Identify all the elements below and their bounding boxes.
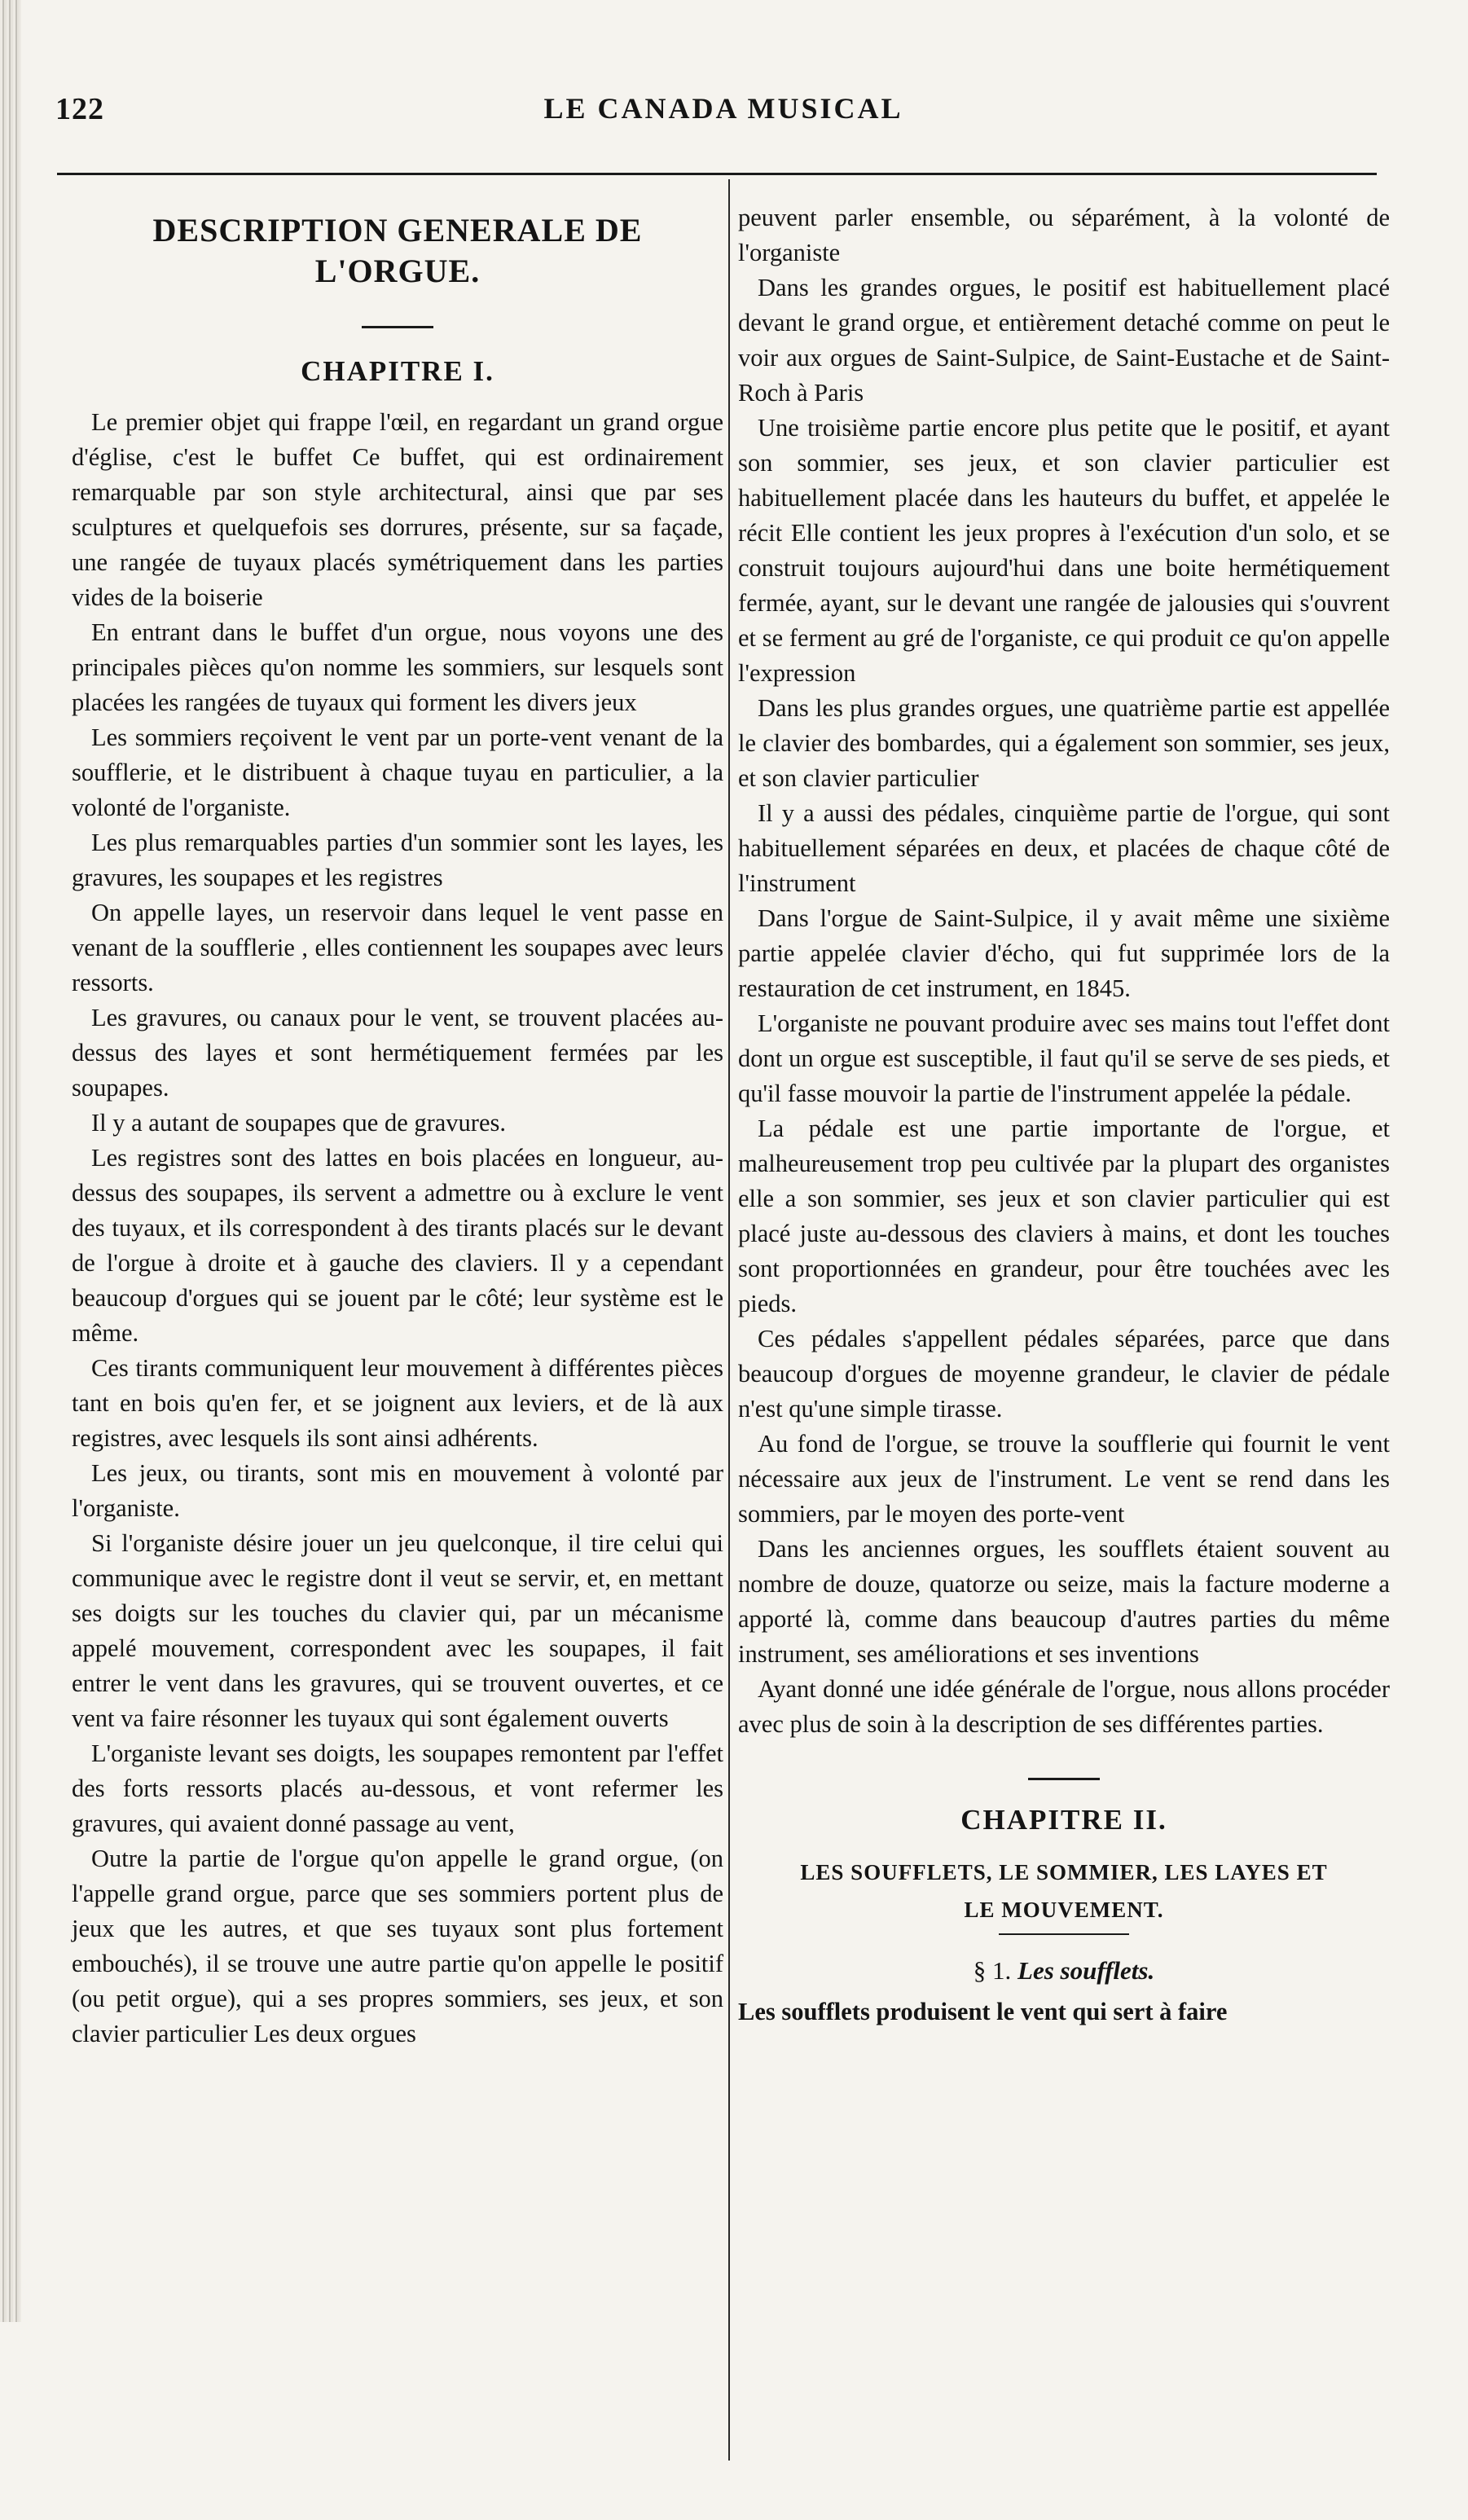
section-number: § 1. — [973, 1956, 1012, 1985]
paragraph: Si l'organiste désire jouer un jeu quelconque, il tire celui qui communique avec le registre dont il veut se servir, et, en mettant ses doigts sur les touches du clavier qui, par un mécanisme appelé mouvement, correspondent avec les soupapes, il fait entrer le vent dans les gravures, qui se trouvent ouvertes, et ce vent va faire résonner les tuyaux qui sont également ouverts — [72, 1529, 723, 1732]
paragraph: L'organiste ne pouvant produire avec ses mains tout l'effet dont dont un orgue est susceptible, il faut qu'il se serve de ses pieds, et qu'il fasse mouvoir la partie de l'instrument appelée la pédale. — [738, 1009, 1390, 1107]
paragraph: Ces pédales s'appellent pédales séparées, parce que dans beaucoup d'orgues de moyenne grandeur, le clavier de pédale n'est qu'une simple tirasse. — [738, 1325, 1390, 1423]
paragraph: En entrant dans le buffet d'un orgue, nous voyons une des principales pièces qu'on nomme les sommiers, sur lesquels sont placées les rangées de tuyaux qui forment les divers jeux — [72, 618, 723, 716]
paragraph: Dans l'orgue de Saint-Sulpice, il y avait même une sixième partie appelée clavier d'écho, qui fut supprimée lors de la restauration de cet instrument, en 1845. — [738, 904, 1390, 1002]
paragraph: Les plus remarquables parties d'un sommier sont les layes, les gravures, les soupapes et les registres — [72, 829, 723, 891]
paragraph: Une troisième partie encore plus petite que le positif, et ayant son sommier, ses jeux, et son clavier particulier est habituellement placée dans les hauteurs du buffet, et appelée le récit Elle contient les jeux propres à l'exécution d'un solo, et se construit toujours aujourd'hui dans une boite hermétiquement fermée, ayant, sur le devant une rangée de jalousies qui s'ouvrent et se ferment au gré de l'organiste, ce qui produit ce qu'on appelle l'expression — [738, 414, 1390, 687]
title-rule — [362, 326, 433, 328]
paragraph: Les sommiers reçoivent le vent par un porte-vent venant de la soufflerie, et le distribuent à chaque tuyau en particulier, a la volonté de l'organiste. — [72, 723, 723, 821]
page-number: 122 — [55, 92, 104, 126]
chapter-2-subtitle: LE MOUVEMENT. — [964, 1898, 1164, 1922]
paragraph: On appelle layes, un reservoir dans lequel le vent passe en venant de la soufflerie , elles contiennent les soupapes avec leurs ressorts. — [72, 899, 723, 996]
paragraph: Les soufflets produisent le vent qui sert à faire — [738, 1998, 1228, 2025]
section-heading — [738, 1953, 1390, 1988]
paragraph: Les registres sont des lattes en bois placées en longueur, au-dessus des soupapes, ils servent a admettre ou à exclure le vent des tuyaux, et ils correspondent à des tirants placés sur le devant de l'orgue à droite et à gauche des claviers. Il y a cependant beaucoup d'orgues qui se jouent par le côté; leur système est le même. — [72, 1144, 723, 1347]
section-title: Les soufflets. — [1017, 1956, 1155, 1985]
article-title: DESCRIPTION GENERALE DE L'ORGUE. — [152, 212, 643, 289]
chapter-1-heading: CHAPITRE I. — [301, 355, 494, 387]
paragraph: Les jeux, ou tirants, sont mis en mouvement à volonté par l'organiste. — [72, 1459, 723, 1522]
paragraph: Au fond de l'orgue, se trouve la soufflerie qui fournit le vent nécessaire aux jeux de l'instrument. Le vent se rend dans les sommiers, par le moyen des porte-vent — [738, 1430, 1390, 1528]
chapter-2-heading: CHAPITRE II. — [960, 1804, 1167, 1836]
paragraph: Le premier objet qui frappe l'œil, en regardant un grand orgue d'église, c'est le buffet Ce buffet, qui est ordinairement remarquable par son style architectural, ainsi que par ses sculptures et quelquefois ses dorrures, présente, sur sa façade, une rangée de tuyaux placés symétriquement dans les parties vides de la boiserie — [72, 408, 723, 611]
paragraph: Dans les anciennes orgues, les soufflets étaient souvent au nombre de douze, quatorze ou seize, mais la facture moderne a apporté là, comme dans beaucoup d'autres parties du même instrument, ses améliorations et ses inventions — [738, 1535, 1390, 1668]
paragraph: Ces tirants communiquent leur mouvement à différentes pièces tant en bois qu'en fer, et se joignent aux leviers, et de là aux registres, avec lesquels ils sont ainsi adhérents. — [72, 1354, 723, 1452]
paragraph: La pédale est une partie importante de l'orgue, et malheureusement trop peu cultivée par la plupart des organistes elle a son sommier, ses jeux et son clavier particulier qui est placé juste au-dessous des claviers à mains, et dont les touches sont proportionnées en grandeur, pour être touchées avec les pieds. — [738, 1115, 1390, 1317]
paragraph: peuvent parler ensemble, ou séparément, à la volonté de l'organiste — [738, 204, 1390, 266]
running-title: LE CANADA MUSICAL — [543, 92, 903, 125]
page-binding-edge — [0, 0, 21, 2322]
left-column — [72, 200, 723, 2052]
paragraph: Il y a autant de soupapes que de gravures. — [91, 1109, 506, 1137]
paragraph: Les gravures, ou canaux pour le vent, se trouvent placées au-dessus des layes et sont hermétiquement fermées par les soupapes. — [72, 1004, 723, 1102]
paragraph: Outre la partie de l'orgue qu'on appelle le grand orgue, (on l'appelle grand orgue, parce que ses sommiers portent plus de jeux que les autres, et que ses tuyaux sont plus fortement embouchés), il se trouve une autre partie qu'on appelle le positif (ou petit orgue), qui a ses propres sommiers, ses jeux, et son clavier particulier Les deux orgues — [72, 1845, 723, 2047]
paragraph: Il y a aussi des pédales, cinquième partie de l'orgue, qui sont habituellement séparées en deux, et placées de chaque côté de l'instrument — [738, 799, 1390, 897]
paragraph: Ayant donné une idée générale de l'orgue, nous allons procéder avec plus de soin à la description de ses différentes parties. — [738, 1675, 1390, 1738]
paragraph: Dans les grandes orgues, le positif est habituellement placé devant le grand orgue, et entièrement detaché comme on peut le voir aux orgues de Saint-Sulpice, de Saint-Eustache et de Saint-Roch à Paris — [738, 274, 1390, 407]
chapter-rule — [1028, 1778, 1100, 1780]
page-header — [55, 91, 1391, 140]
paragraph: Dans les plus grandes orgues, une quatrième partie est appellée le clavier des bombardes, qui a également son sommier, ses jeux, et son clavier particulier — [738, 694, 1390, 792]
header-rule — [57, 173, 1377, 175]
chapter-2-subtitle: LES SOUFFLETS, LE SOMMIER, LES LAYES ET — [800, 1860, 1328, 1885]
right-column — [738, 200, 1390, 2030]
subtitle-rule — [999, 1933, 1129, 1935]
column-divider — [728, 179, 730, 2461]
paragraph: L'organiste levant ses doigts, les soupapes remontent par l'effet des forts ressorts placés au-dessous, et vont refermer les gravures, qui avaient donné passage au vent, — [72, 1739, 723, 1837]
